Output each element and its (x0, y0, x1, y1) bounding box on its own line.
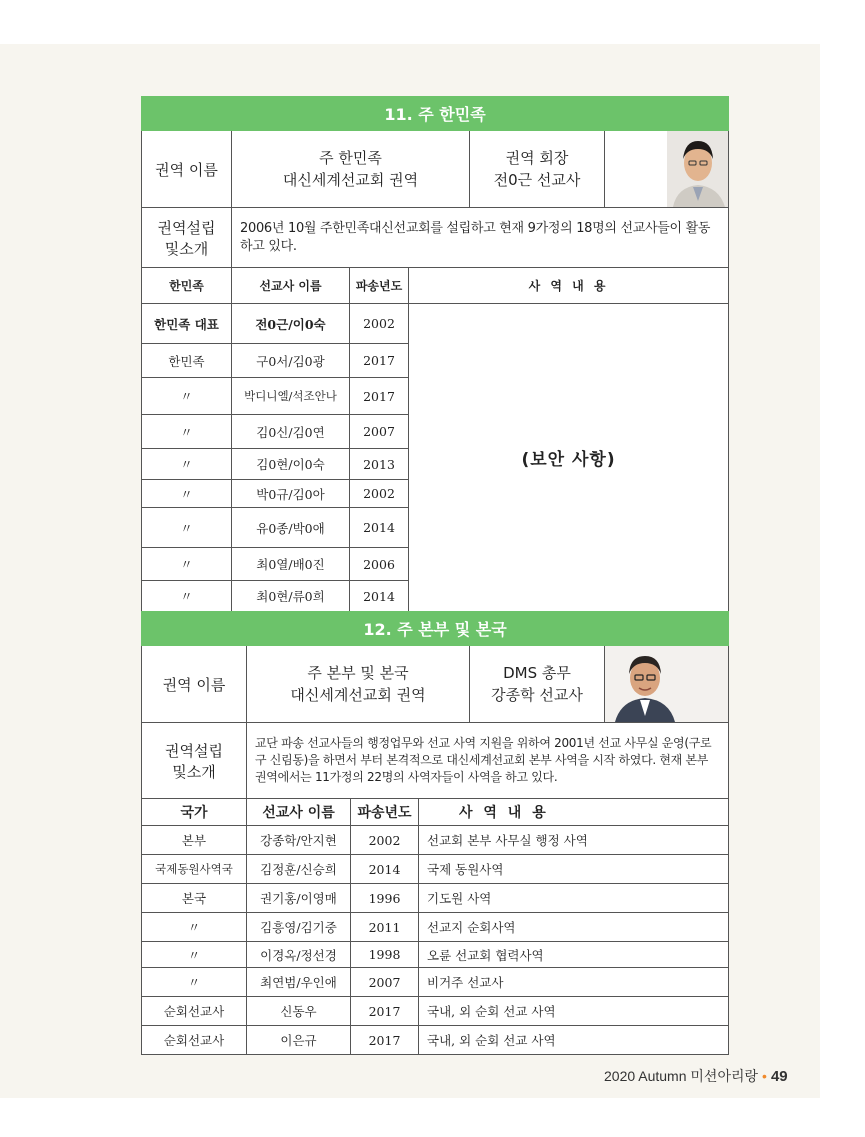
table-row-group: 〃 (142, 913, 247, 942)
table-row-ministry: 선교지 순회사역 (419, 913, 729, 942)
intro-label-line2: 및소개 (164, 239, 209, 258)
intro-label (142, 723, 247, 799)
col-header-group: 국가 (142, 799, 247, 826)
table-row-name: 최연범/우인애 (247, 968, 351, 997)
table-row-name: 김0현/이0숙 (232, 449, 350, 480)
table-row-name: 김0신/김0연 (232, 415, 350, 449)
page-number: 49 (770, 1068, 788, 1085)
table-row-name: 이은규 (247, 1026, 351, 1055)
leader-photo (605, 131, 729, 208)
table-row-name: 이경옥/정선경 (247, 942, 351, 968)
table-row-name: 김정훈/신승희 (247, 855, 351, 884)
table-row-group: 한민족 대표 (142, 304, 232, 344)
table-row-year: 2002 (350, 480, 409, 508)
leader-title: DMS 총무 (503, 664, 571, 682)
security-note: (보안 사항) (409, 304, 729, 612)
table-row-year: 2014 (350, 581, 409, 612)
intro-label-line1: 권역설립 (165, 741, 223, 760)
region-name (247, 646, 470, 723)
table-row-ministry: 오륜 선교회 협력사역 (419, 942, 729, 968)
table-row-year: 1996 (351, 884, 419, 913)
table-row-name: 김흥영/김기중 (247, 913, 351, 942)
table-row-ministry: 비거주 선교사 (419, 968, 729, 997)
table-row-group: 순회선교사 (142, 997, 247, 1026)
table-row-name: 신동우 (247, 997, 351, 1026)
table-row-year: 1998 (351, 942, 419, 968)
col-header-name: 선교사 이름 (247, 799, 351, 826)
table-row-year: 2017 (350, 344, 409, 378)
table-row-ministry: 국내, 외 순회 선교 사역 (419, 997, 729, 1026)
leader-photo (605, 646, 729, 723)
leader-name: 강종학 선교사 (491, 686, 583, 704)
table-row-ministry: 국제 동원사역 (419, 855, 729, 884)
region-name-line1: 주 한민족 (319, 149, 382, 167)
region-name (232, 131, 470, 208)
table-row-group: 본부 (142, 826, 247, 855)
region-name-line2: 대신세계선교회 권역 (290, 686, 426, 704)
intro-label (142, 208, 232, 268)
table-row-year: 2017 (351, 1026, 419, 1055)
table-row-year: 2006 (350, 548, 409, 581)
intro-label-line1: 권역설립 (157, 218, 216, 237)
table-row-ministry: 국내, 외 순회 선교 사역 (419, 1026, 729, 1055)
table-row-group: 〃 (142, 449, 232, 480)
footer-bullet: • (762, 1068, 767, 1084)
table-row-year: 2002 (351, 826, 419, 855)
table-row-name: 권기홍/이영매 (247, 884, 351, 913)
table-row-name: 유0종/박0애 (232, 508, 350, 548)
intro-text: 교단 파송 선교사들의 행정업무와 선교 사역 지원을 위하여 2001년 선교 사무실 운영(구로구 신림동)을 하면서 부터 본격적으로 대신세계선교회 본부 사역을 시작 하였다. 현재 본부 권역에서는 11가정의 22명의 사역자들이 사역을 하고 있다. (247, 723, 729, 799)
table-row-name: 강종학/안지현 (247, 826, 351, 855)
table-row-group: 〃 (142, 378, 232, 415)
table-row-year: 2017 (351, 997, 419, 1026)
leader-title: 권역 회장 (505, 149, 569, 167)
region-name-line1: 주 본부 및 본국 (307, 664, 409, 682)
col-header-year: 파송년도 (351, 799, 419, 826)
leader-info (470, 131, 605, 208)
table-row-group: 〃 (142, 415, 232, 449)
portrait-image (605, 646, 729, 722)
col-header-group: 한민족 (142, 268, 232, 304)
table-row-year: 2011 (351, 913, 419, 942)
table-row-year: 2007 (350, 415, 409, 449)
table-row-ministry: 선교회 본부 사무실 행정 사역 (419, 826, 729, 855)
table-row-group: 〃 (142, 942, 247, 968)
region-name-line2: 대신세계선교회 권역 (282, 171, 419, 189)
table-row-group: 〃 (142, 480, 232, 508)
section-11-table (141, 96, 729, 612)
section-11-title: 11. 주 한민족 (142, 97, 729, 131)
page-footer (604, 1066, 788, 1086)
table-row-year: 2007 (351, 968, 419, 997)
section-12-table (141, 611, 729, 1055)
col-header-year: 파송년도 (350, 268, 409, 304)
table-row-year: 2002 (350, 304, 409, 344)
table-row-group: 〃 (142, 968, 247, 997)
table-row-year: 2013 (350, 449, 409, 480)
footer-text: 2020 Autumn 미션아리랑 (604, 1068, 759, 1084)
table-row-ministry: 기도원 사역 (419, 884, 729, 913)
table-row-year: 2017 (350, 378, 409, 415)
region-label: 권역 이름 (142, 131, 232, 208)
col-header-ministry: 사 역 내 용 (409, 268, 729, 304)
leader-info (470, 646, 605, 723)
table-row-group: 〃 (142, 581, 232, 612)
table-row-name: 박디니엘/석조안나 (232, 378, 350, 415)
table-row-group: 〃 (142, 548, 232, 581)
col-header-name: 선교사 이름 (232, 268, 350, 304)
section-12-title: 12. 주 본부 및 본국 (142, 612, 729, 646)
intro-label-line2: 및소개 (172, 762, 216, 781)
table-row-name: 최0열/배0진 (232, 548, 350, 581)
table-row-group: 본국 (142, 884, 247, 913)
portrait-image (605, 131, 729, 207)
table-row-name: 구0서/김0광 (232, 344, 350, 378)
table-row-group: 한민족 (142, 344, 232, 378)
table-row-group: 순회선교사 (142, 1026, 247, 1055)
table-row-name: 박0규/김0아 (232, 480, 350, 508)
intro-text: 2006년 10월 주한민족대신선교회를 설립하고 현재 9가정의 18명의 선교사들이 활동하고 있다. (232, 208, 729, 268)
leader-name: 전0근 선교사 (493, 171, 581, 189)
table-row-name: 전0근/이0숙 (232, 304, 350, 344)
document-sheet (141, 96, 728, 1055)
region-label: 권역 이름 (142, 646, 247, 723)
table-row-name: 최0현/류0희 (232, 581, 350, 612)
table-row-group: 국제동원사역국 (142, 855, 247, 884)
table-row-year: 2014 (351, 855, 419, 884)
table-row-year: 2014 (350, 508, 409, 548)
col-header-ministry: 사 역 내 용 (419, 799, 729, 826)
table-row-group: 〃 (142, 508, 232, 548)
